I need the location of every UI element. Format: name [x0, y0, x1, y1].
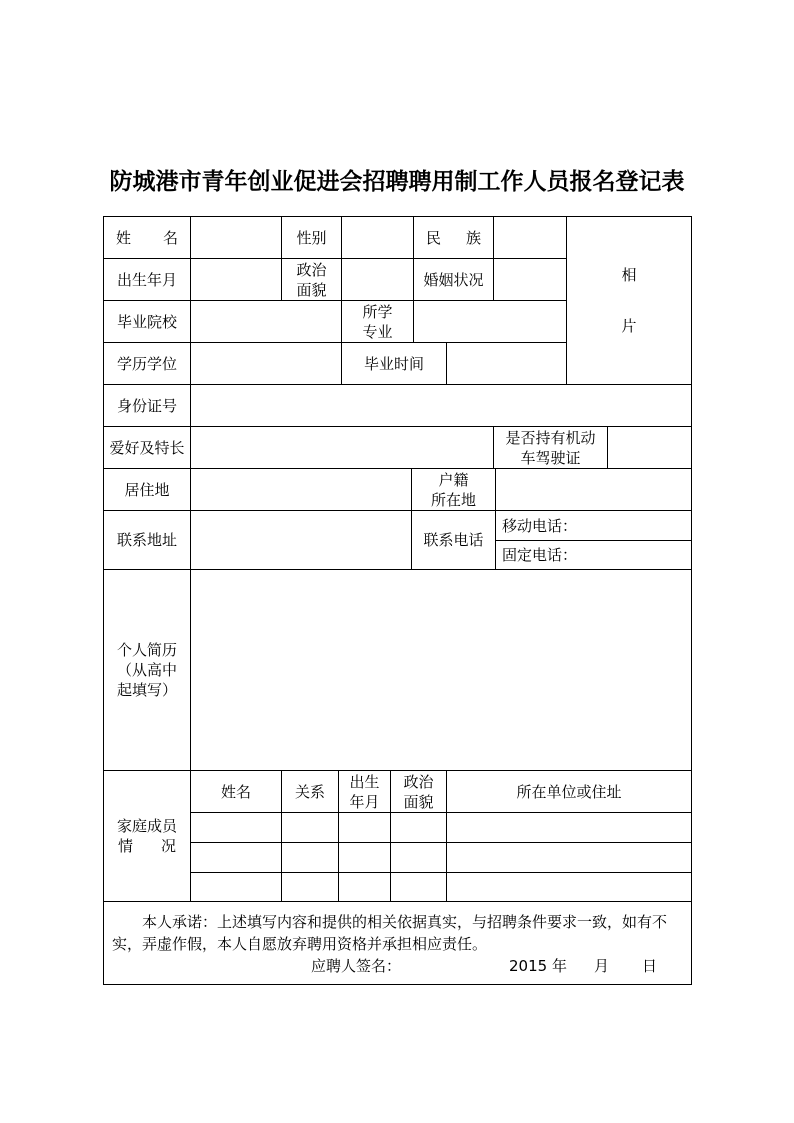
marital-label: 婚姻状况	[423, 270, 484, 289]
family-label: 家庭成员 情 况	[116, 817, 177, 855]
name-field[interactable]	[191, 217, 281, 258]
gender-label: 性别	[296, 228, 327, 247]
degree-label: 学历学位	[116, 354, 177, 373]
school-field[interactable]	[191, 301, 341, 342]
photo-box[interactable]: 相 片	[621, 265, 637, 336]
residence-label: 居住地	[124, 480, 170, 499]
grad-time-label: 毕业时间	[363, 354, 424, 373]
landline-phone-field[interactable]: 固定电话：	[502, 546, 578, 564]
ethnic-field[interactable]	[494, 217, 566, 258]
form-title: 防城港市青年创业促进会招聘聘用制工作人员报名登记表	[109, 168, 685, 195]
address-label: 联系地址	[116, 531, 177, 549]
major-field[interactable]	[414, 301, 566, 342]
license-field[interactable]	[608, 427, 691, 468]
family-row[interactable]	[191, 843, 691, 872]
family-row[interactable]	[191, 813, 691, 842]
signature-label: 应聘人签名：	[311, 957, 402, 975]
family-col-relation: 关系	[294, 782, 325, 801]
family-col-political: 政治 面貌	[403, 772, 434, 811]
family-row[interactable]	[191, 873, 691, 901]
mobile-phone-field[interactable]: 移动电话：	[502, 516, 578, 535]
declaration-text: 本人承诺：上述填写内容和提供的相关依据真实，与招聘条件要求一致，如有不实，弄虚作假，本人自愿放弃聘用资格并承担相应责任。	[112, 913, 668, 953]
school-label: 毕业院校	[116, 312, 177, 331]
signature-field[interactable]	[408, 955, 498, 977]
birth-field[interactable]	[191, 259, 281, 300]
political-field[interactable]	[342, 259, 413, 300]
signature-year: 2015 年	[509, 957, 567, 975]
hobby-label: 爱好及特长	[109, 438, 185, 457]
license-label: 是否持有机动 车驾驶证	[505, 428, 596, 467]
name-label: 姓 名	[116, 228, 178, 247]
ethnic-label: 民 族	[426, 228, 481, 247]
address-field[interactable]	[191, 511, 411, 569]
hobby-field[interactable]	[191, 427, 493, 468]
id-number-label: 身份证号	[116, 396, 177, 415]
resume-label: 个人简历 （从高中 起填写）	[116, 641, 177, 699]
major-label: 所学 专业	[362, 302, 393, 341]
signature-month: 月	[594, 957, 610, 975]
degree-field[interactable]	[191, 343, 341, 384]
gender-field[interactable]	[342, 217, 413, 258]
phone-label: 联系电话	[423, 531, 484, 549]
hukou-field[interactable]	[496, 469, 691, 510]
political-label: 政治 面貌	[296, 260, 327, 299]
family-col-birth: 出生 年月	[349, 772, 380, 811]
birth-label: 出生年月	[116, 270, 177, 289]
family-col-name: 姓名	[220, 782, 251, 801]
id-number-field[interactable]	[191, 385, 691, 426]
resume-field[interactable]	[191, 570, 691, 770]
signature-day: 日	[642, 957, 658, 975]
grad-time-field[interactable]	[447, 343, 566, 384]
hukou-label: 户籍 所在地	[430, 470, 476, 509]
family-col-unit: 所在单位或住址	[516, 782, 622, 801]
residence-field[interactable]	[191, 469, 411, 510]
marital-field[interactable]	[494, 259, 566, 300]
